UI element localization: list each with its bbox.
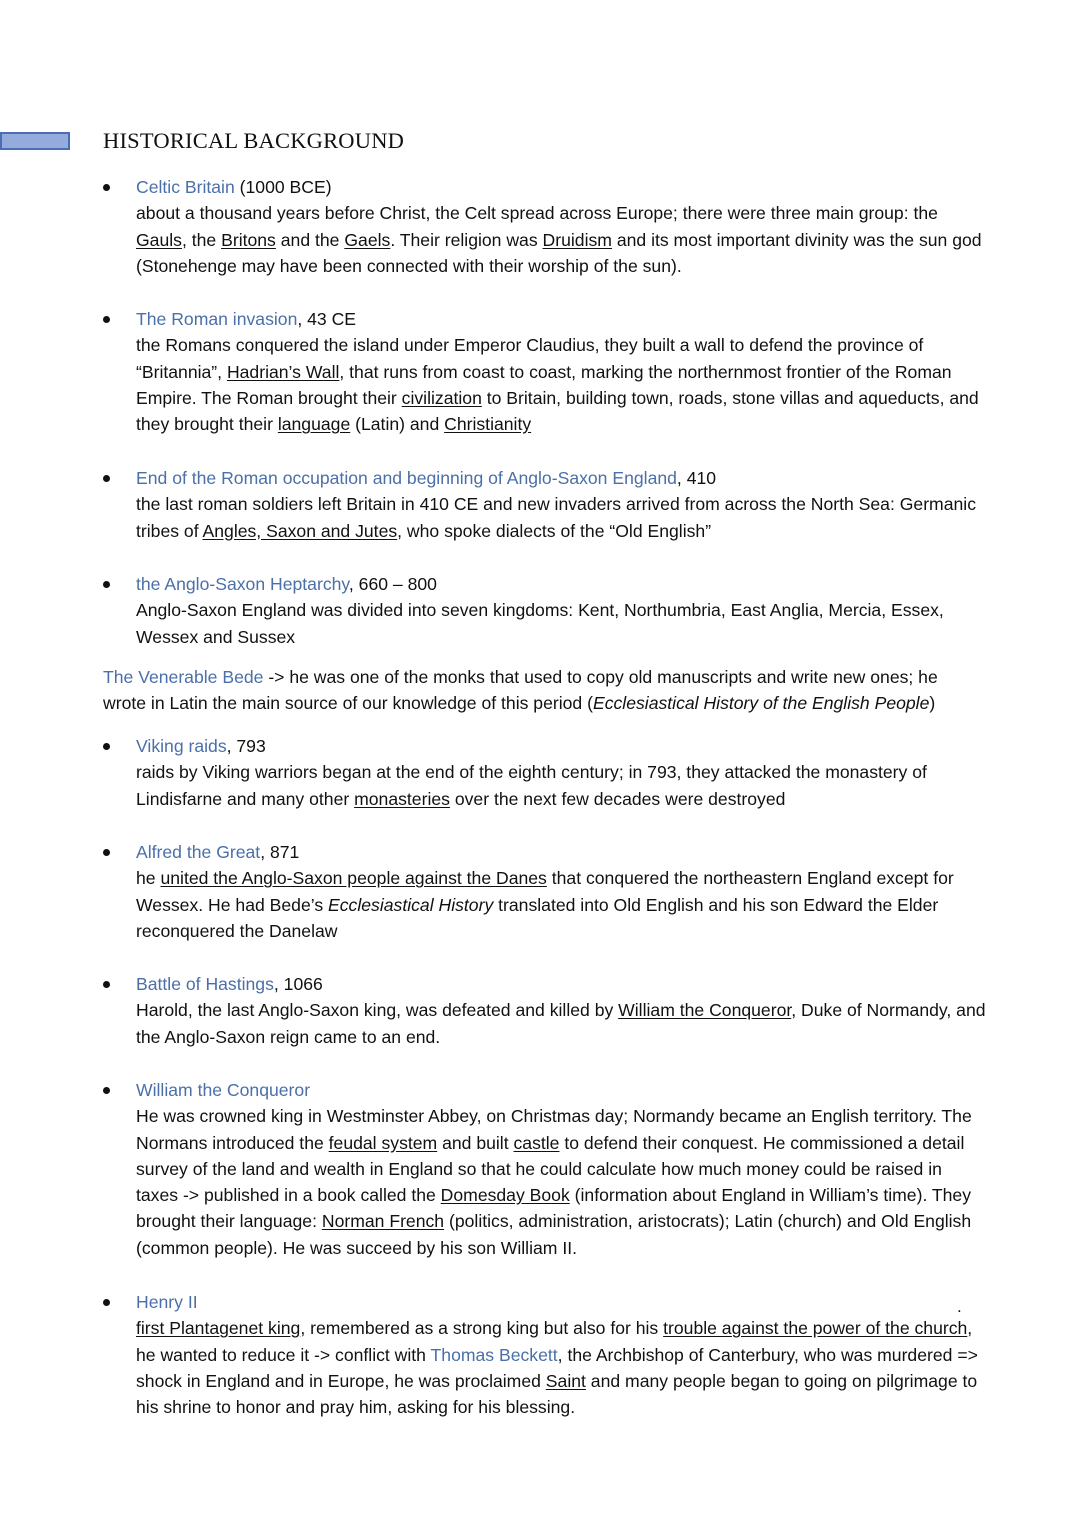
underlined-term: first Plantagenet king	[136, 1318, 301, 1339]
entry-heading	[136, 465, 986, 491]
bullet-icon	[103, 316, 110, 323]
body-text: the Romans conquered the island under Emperor Claudius, they built a wall to defend the province of “Britannia”,	[136, 335, 924, 382]
body-text: , that runs from coast to coast, marking the northernmost frontier of the Roman Empire. The Roman brought their	[136, 361, 952, 408]
entry-heptarchy	[136, 571, 986, 650]
body-text: , he wanted to reduce it -> conflict with	[136, 1318, 973, 1365]
body-text: he	[136, 868, 161, 889]
entry-heading	[136, 1289, 986, 1315]
underlined-term: Druidism	[542, 229, 612, 250]
italic-title: Ecclesiastical History of the English People	[592, 693, 930, 714]
underlined-term: Hadrian’s Wall	[226, 361, 340, 382]
underlined-term: Gaels	[344, 229, 391, 250]
bullet-icon	[103, 581, 110, 588]
entry-heading	[136, 839, 986, 865]
entry-end-roman-occupation	[136, 465, 986, 544]
entry-body	[136, 1315, 986, 1420]
body-text: about a thousand years before Christ, the Celt spread across Europe; there were three main group: the	[136, 203, 938, 224]
bullet-icon	[103, 849, 110, 856]
body-text: translated into Old English and his son Edward the Elder reconquered the Danelaw	[136, 894, 939, 941]
body-text: the last roman soldiers left Britain in 410 CE and new invaders arrived from across the North Sea: Germanic tribes of	[136, 494, 976, 541]
underlined-term: Britons	[221, 229, 276, 250]
body-text: to Britain, building town, roads, stone villas and aqueducts, and they brought their	[136, 387, 979, 435]
underlined-term: language	[277, 414, 351, 435]
entry-body	[136, 1103, 986, 1261]
highlighted-name: Thomas Beckett	[430, 1344, 558, 1365]
entry-date: , 871	[260, 842, 300, 862]
entry-title: Viking raids	[136, 736, 227, 756]
entry-alfred-the-great	[136, 839, 986, 944]
underlined-term: Saint	[545, 1370, 586, 1391]
body-text: and built	[437, 1132, 514, 1153]
entry-henry-ii	[136, 1289, 986, 1420]
bullet-icon	[103, 1087, 110, 1094]
body-text: to defend their conquest. He commissioned a detail survey of the land and wealth in England so that he could calculate how much money could be raised in taxes -> published in a book called the	[136, 1132, 965, 1206]
bullet-icon	[103, 475, 110, 482]
underlined-term: feudal system	[328, 1132, 438, 1153]
bullet-icon	[103, 184, 110, 191]
entry-viking-raids	[136, 733, 986, 812]
entry-title: Henry II	[136, 1292, 198, 1312]
underlined-term: trouble against the power of the church	[663, 1318, 968, 1339]
entry-title: William the Conqueror	[136, 1080, 311, 1100]
bullet-icon	[103, 981, 110, 988]
entry-heading	[136, 571, 986, 597]
entry-date: , 410	[676, 468, 717, 488]
bullet-icon	[103, 1299, 110, 1306]
body-text: and the	[275, 229, 345, 250]
underlined-term: civilization	[401, 387, 482, 408]
body-text: (Latin) and	[350, 414, 445, 435]
entry-date: , 660 – 800	[348, 574, 437, 594]
body-text: , the	[181, 229, 222, 250]
body-text: . Their religion was	[390, 229, 543, 250]
entry-heading	[136, 733, 986, 759]
body-text: and many people began to going on pilgrimage to his shrine to honor and pray him, asking for his blessing.	[136, 1370, 978, 1418]
underlined-term: Norman French	[321, 1211, 445, 1232]
entry-date: , 43 CE	[297, 309, 357, 329]
entry-battle-of-hastings	[136, 971, 986, 1050]
underlined-term: united the Anglo-Saxon people against the Danes	[160, 868, 547, 889]
stray-dot: .	[957, 1297, 962, 1316]
entry-body	[136, 997, 986, 1050]
page-marker-tab	[0, 132, 70, 150]
entry-title: Battle of Hastings	[136, 974, 274, 994]
body-text: He was crowned king in Westminster Abbey, on Christmas day; Normandy became an English territory. The Normans introduced the	[136, 1106, 972, 1153]
body-text: raids by Viking warriors began at the end of the eighth century; in 793, they attacked the monastery of Lindisfarne and many other	[136, 762, 927, 809]
entry-heading	[136, 1077, 986, 1103]
entry-title: End of the Roman occupation and beginning of Anglo-Saxon England	[136, 468, 677, 488]
entry-title: Celtic Britain	[136, 177, 235, 197]
entry-body	[136, 759, 986, 812]
bullet-icon	[103, 743, 110, 750]
body-text: )	[929, 693, 936, 714]
entry-body	[136, 332, 986, 437]
body-text: , remembered as a strong king but also for his	[300, 1318, 664, 1339]
underlined-term: Angles, Saxon and Jutes	[202, 520, 398, 541]
entry-title: the Anglo-Saxon Heptarchy	[136, 574, 349, 594]
body-text: (politics, administration, aristocrats); Latin (church) and Old English (common people). He was succeed by his son William II.	[136, 1211, 972, 1258]
body-text: Anglo-Saxon England was divided into seven kingdoms: Kent, Northumbria, East Anglia, Mercia, Essex, Wessex and Sussex	[136, 600, 944, 647]
entry-celtic-britain	[136, 174, 986, 279]
body-text: , the Archbishop of Canterbury, who was murdered => shock in England and in Europe, he was proclaimed	[136, 1344, 978, 1391]
underlined-term: William the Conqueror	[618, 1000, 792, 1021]
body-text: over the next few decades were destroyed	[449, 788, 786, 809]
entry-body	[136, 865, 986, 944]
underlined-term: Gauls	[136, 229, 182, 250]
entry-heading	[136, 971, 986, 997]
entry-body	[136, 491, 986, 544]
body-text: , who spoke dialects of the “Old English”	[397, 520, 712, 541]
body-text: (information about England in William’s time). They brought their language:	[136, 1185, 972, 1232]
venerable-bede-paragraph	[103, 664, 983, 717]
underlined-term: Christianity	[444, 414, 532, 435]
entry-date: , 793	[226, 736, 266, 756]
body-text: Harold, the last Anglo-Saxon king, was defeated and killed by	[136, 1000, 619, 1021]
body-text: , Duke of Normandy, and the Anglo-Saxon reign came to an end.	[136, 1000, 986, 1047]
entry-body	[136, 597, 986, 650]
entry-heading	[136, 306, 986, 332]
body-text: -> he was one of the monks that used to copy old manuscripts and write new ones; he wrote in Latin the main source of our knowledge of this period (	[103, 667, 938, 714]
entry-body	[136, 200, 986, 279]
entry-date: (1000 BCE)	[234, 177, 332, 197]
page-heading: HISTORICAL BACKGROUND	[103, 128, 405, 153]
bede-title: The Venerable Bede	[103, 667, 264, 687]
entry-heading	[136, 174, 986, 200]
entry-william-the-conqueror	[136, 1077, 986, 1261]
entry-roman-invasion	[136, 306, 986, 437]
underlined-term: Domesday Book	[440, 1185, 570, 1206]
italic-title: Ecclesiastical History	[328, 894, 494, 915]
entry-title: Alfred the Great	[136, 842, 261, 862]
body-text: that conquered the northeastern England except for Wessex. He had Bede’s	[136, 868, 954, 915]
body-text: and its most important divinity was the sun god (Stonehenge may have been connected with their worship of the sun).	[136, 229, 982, 276]
underlined-term: monasteries	[354, 788, 450, 809]
entry-title: The Roman invasion	[136, 309, 298, 329]
underlined-term: castle	[513, 1132, 560, 1153]
entry-date: , 1066	[273, 974, 323, 994]
